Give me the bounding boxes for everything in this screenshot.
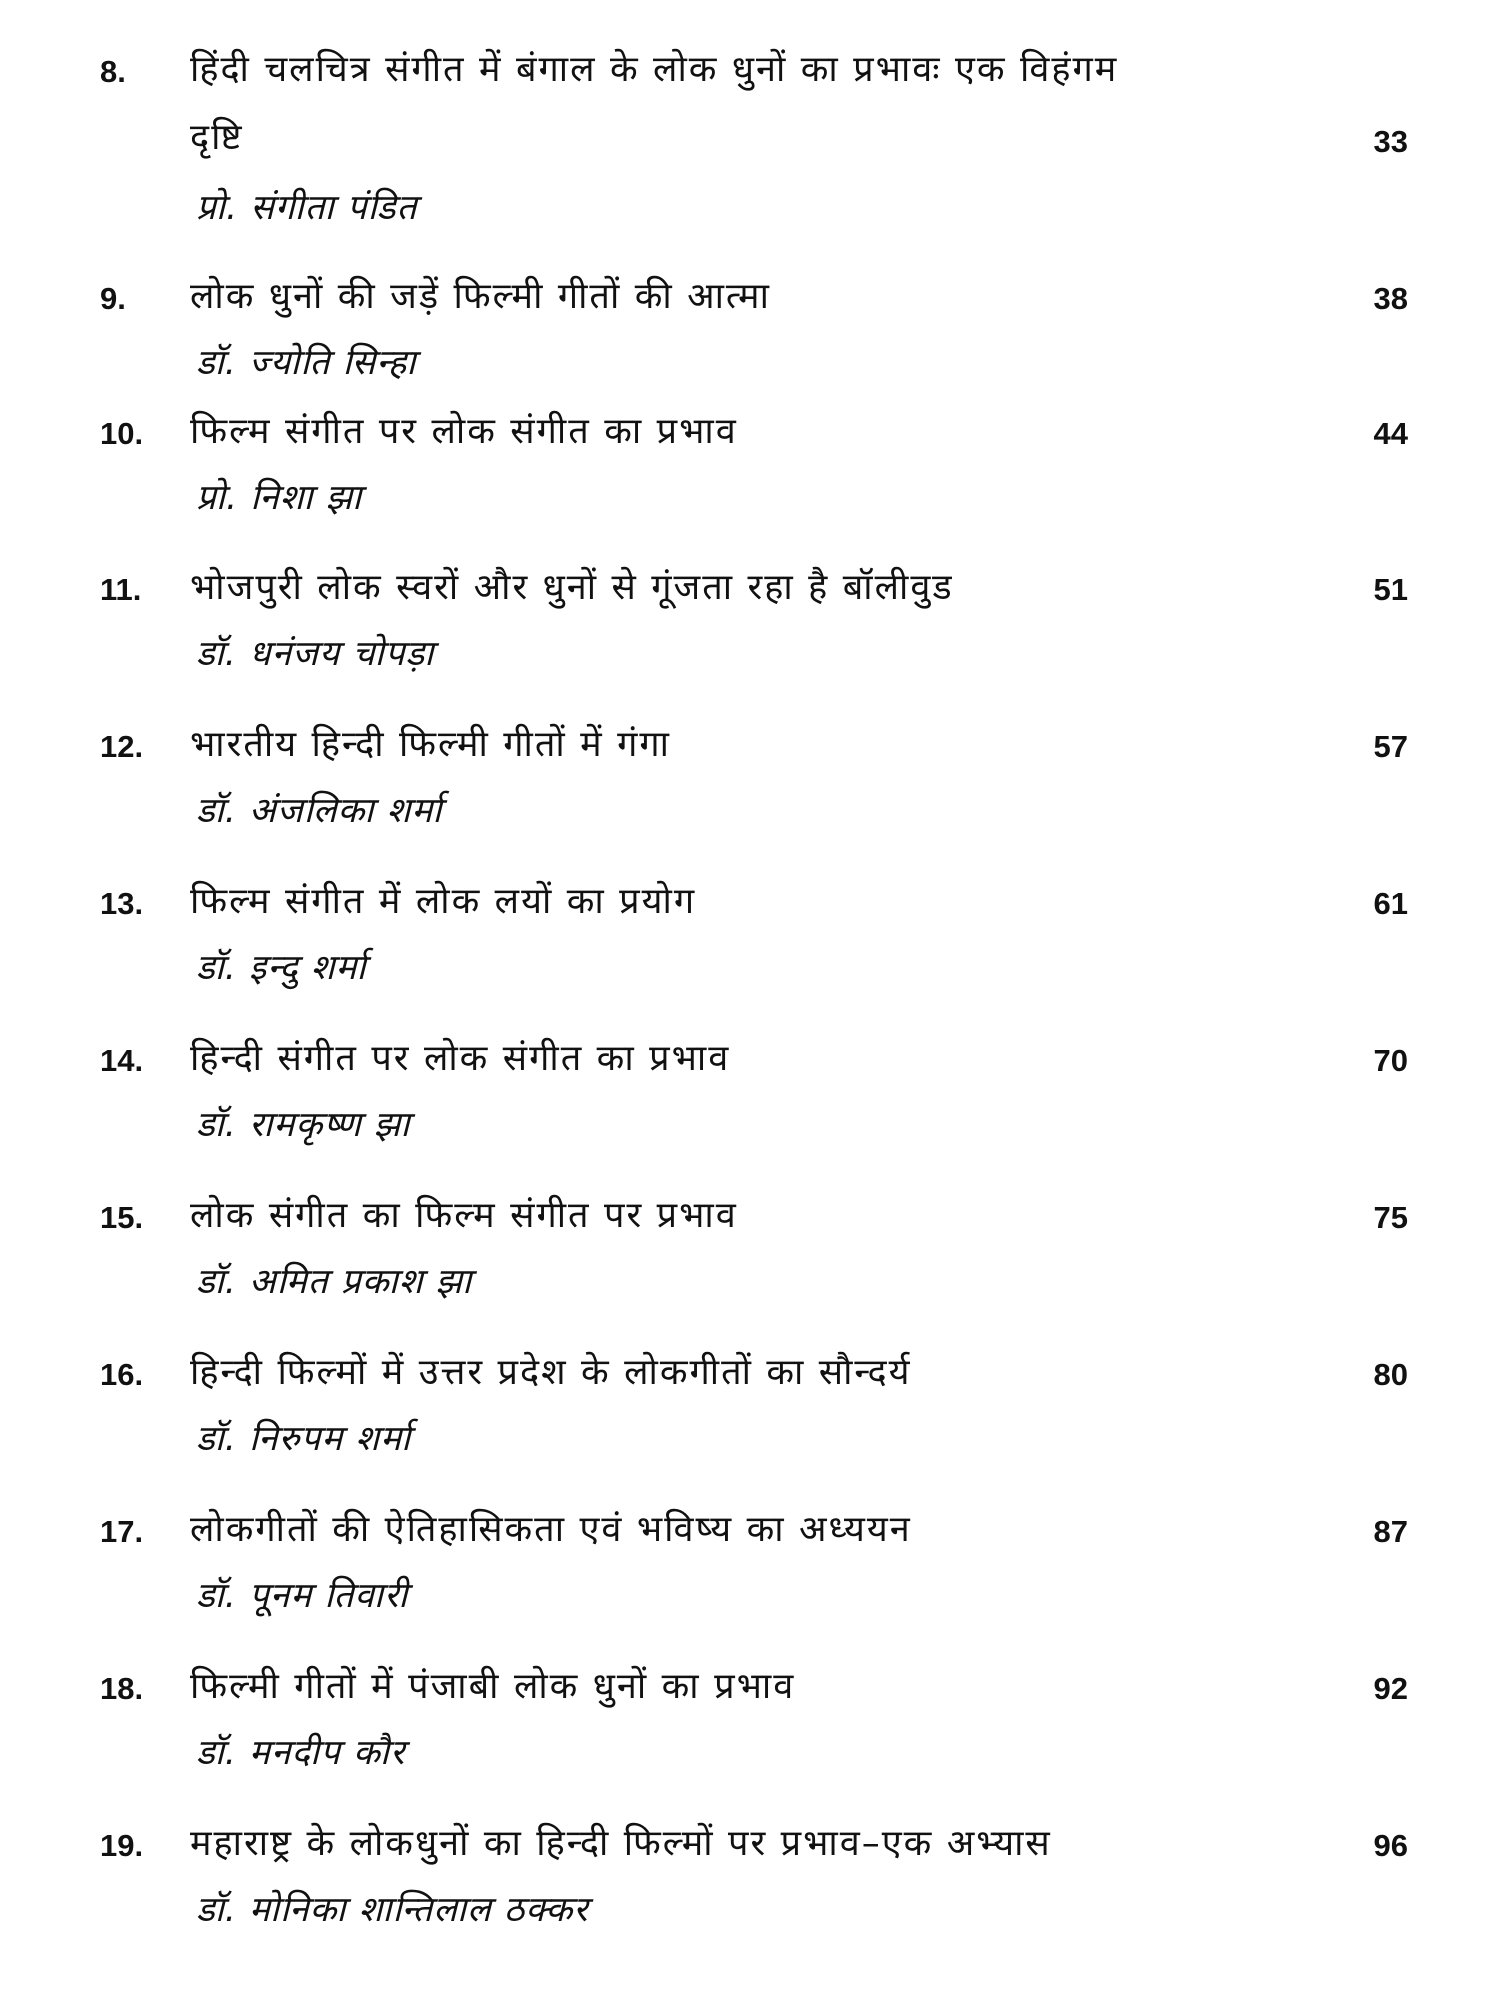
entry-author: प्रो. संगीता पंडित xyxy=(196,188,418,228)
entry-title: लोकगीतों की ऐतिहासिकता एवं भविष्य का अध्ययन xyxy=(190,1509,912,1550)
entry-number: 11. xyxy=(100,572,142,607)
entry-number: 13. xyxy=(100,886,144,921)
entry-page: 75 xyxy=(1373,1200,1408,1235)
entry-page: 61 xyxy=(1373,886,1408,921)
entry-page: 80 xyxy=(1373,1357,1408,1392)
entry-page: 33 xyxy=(1373,124,1408,159)
entry-author: डॉ. पूनम तिवारी xyxy=(196,1576,409,1616)
entry-author: डॉ. रामकृष्ण झा xyxy=(196,1105,411,1145)
entry-number: 19. xyxy=(100,1828,144,1863)
entry-page: 51 xyxy=(1373,572,1408,607)
entry-title: हिंदी चलचित्र संगीत में बंगाल के लोक धुनों का प्रभावः एक विहंगम दृष्टि xyxy=(190,49,1119,158)
entry-page: 38 xyxy=(1373,281,1408,316)
entry-author: डॉ. अमित प्रकाश झा xyxy=(196,1262,473,1302)
entry-title: हिन्दी संगीत पर लोक संगीत का प्रभाव xyxy=(190,1038,731,1079)
entry-author: डॉ. ज्योति सिन्हा xyxy=(196,343,417,383)
entry-number: 8. xyxy=(100,54,126,89)
entry-page: 92 xyxy=(1373,1671,1408,1706)
entry-page: 87 xyxy=(1373,1514,1408,1549)
entry-number: 18. xyxy=(100,1671,144,1706)
entry-title: लोक धुनों की जड़ें फिल्मी गीतों की आत्मा xyxy=(190,276,771,317)
entry-author: डॉ. मनदीप कौर xyxy=(196,1733,406,1773)
entry-author: डॉ. अंजलिका शर्मा xyxy=(196,791,443,831)
entry-page: 96 xyxy=(1373,1828,1408,1863)
entry-author: डॉ. धनंजय चोपड़ा xyxy=(196,634,435,674)
entry-author: डॉ. इन्दु शर्मा xyxy=(196,948,367,988)
entry-author: डॉ. निरुपम शर्मा xyxy=(196,1419,412,1459)
entry-title: हिन्दी फिल्मों में उत्तर प्रदेश के लोकगीतों का सौन्दर्य xyxy=(190,1352,912,1393)
entry-author: डॉ. मोनिका शान्तिलाल ठक्कर xyxy=(196,1890,589,1930)
entry-title: फिल्म संगीत में लोक लयों का प्रयोग xyxy=(190,881,697,922)
entry-title: महाराष्ट्र के लोकधुनों का हिन्दी फिल्मों पर प्रभाव–एक अभ्यास xyxy=(190,1823,1052,1864)
entry-number: 14. xyxy=(100,1043,144,1078)
entry-number: 9. xyxy=(100,281,126,316)
entry-title: लोक संगीत का फिल्म संगीत पर प्रभाव xyxy=(190,1195,738,1236)
entry-number: 10. xyxy=(100,416,144,451)
entry-page: 44 xyxy=(1373,416,1408,451)
entry-number: 15. xyxy=(100,1200,144,1235)
entry-page: 70 xyxy=(1373,1043,1408,1078)
entry-number: 17. xyxy=(100,1514,144,1549)
entry-title: फिल्मी गीतों में पंजाबी लोक धुनों का प्रभाव xyxy=(190,1666,796,1707)
entry-author: प्रो. निशा झा xyxy=(196,478,363,518)
entry-number: 16. xyxy=(100,1357,144,1392)
entry-page: 57 xyxy=(1373,729,1408,764)
entry-title: भोजपुरी लोक स्वरों और धुनों से गूंजता रहा है बॉलीवुड xyxy=(190,567,954,608)
entry-title: फिल्म संगीत पर लोक संगीत का प्रभाव xyxy=(190,411,738,452)
entry-title: भारतीय हिन्दी फिल्मी गीतों में गंगा xyxy=(190,724,671,765)
entry-number: 12. xyxy=(100,729,144,764)
